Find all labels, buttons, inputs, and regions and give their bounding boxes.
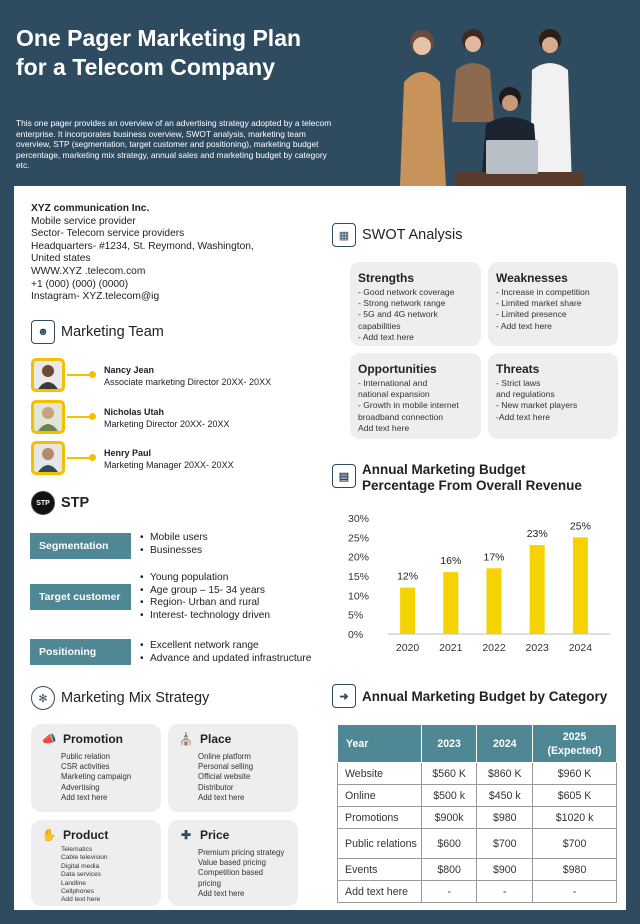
data-label: 17%: [483, 551, 505, 564]
list-item: Cellphones: [61, 888, 94, 896]
list-item: Competition based: [198, 868, 264, 878]
swot-strengths-card: [350, 262, 481, 346]
y-tick-label: 5%: [348, 609, 364, 622]
data-label: 12%: [397, 570, 419, 583]
data-label: 23%: [526, 528, 548, 541]
positioning-list: [140, 640, 311, 665]
list-item: Landline: [61, 879, 86, 887]
list-item: pricing: [198, 878, 221, 888]
stp-label-positioning: Positioning: [30, 639, 131, 665]
column-header: 2025 (Expected): [533, 725, 617, 763]
list-item: - Growth in mobile internet: [358, 400, 459, 411]
list-item: • Businesses: [140, 545, 208, 558]
list-item: and regulations: [496, 389, 555, 400]
plus-cross-icon: ✚: [180, 828, 192, 842]
swot-heading: [332, 223, 462, 247]
list-item: Add text here: [61, 792, 108, 802]
list-item: Personal selling: [198, 762, 254, 772]
table-cell: -: [533, 881, 617, 903]
x-tick-label: 2020: [395, 642, 420, 654]
stop-sign-icon: STP: [31, 491, 55, 515]
connector-dot: [89, 454, 96, 461]
promotion-list: [61, 752, 131, 803]
budget-chart-heading: [332, 462, 612, 494]
marketing-team-heading: [31, 320, 164, 344]
member-name: Henry Paul: [104, 448, 152, 458]
member-name: Nancy Jean: [104, 365, 155, 375]
grid-icon: ▦: [332, 223, 356, 247]
list-item: - New market players: [496, 400, 578, 411]
team-member: [31, 358, 331, 392]
list-item: • Mobile users: [140, 532, 208, 545]
table-cell: $980: [477, 807, 533, 829]
place-list: [198, 752, 253, 803]
column-header: 2023: [421, 725, 477, 763]
budget-table-title: Annual Marketing Budget by Category: [362, 688, 608, 704]
price-header: [178, 827, 229, 843]
company-info: [31, 203, 331, 304]
team-icon: ☻: [31, 320, 55, 344]
table-cell: Public relations: [338, 829, 422, 859]
y-tick-label: 25%: [348, 532, 370, 545]
list-item: - Good network coverage: [358, 287, 455, 297]
list-item: Add text here: [61, 896, 101, 904]
table-cell: $800: [421, 859, 477, 881]
chart-bar: [573, 537, 588, 634]
mix-promotion-card: [31, 724, 161, 812]
opportunities-list: [358, 378, 459, 434]
threats-title: Threats: [496, 362, 540, 376]
avatar: [31, 400, 65, 434]
swot-threats-card: [488, 353, 618, 439]
chart-bar: [530, 545, 545, 634]
promotion-title: Promotion: [63, 732, 123, 746]
target-customer-list: [140, 572, 270, 622]
header-banner: [0, 0, 640, 186]
company-name: XYZ communication Inc.: [31, 203, 150, 214]
list-item: -Add text here: [496, 411, 550, 422]
threats-list: [496, 378, 577, 423]
table-cell: $860 K: [477, 763, 533, 785]
content-panel: [14, 186, 626, 910]
y-tick-label: 10%: [348, 590, 370, 603]
team-member: [31, 400, 331, 434]
list-item: Public relation: [61, 752, 110, 761]
document-arrow-icon: ➜: [332, 684, 356, 708]
strengths-title: Strengths: [358, 271, 415, 285]
chart-bar: [400, 588, 415, 634]
mix-price-card: [168, 820, 298, 906]
budget-table-heading: [332, 684, 607, 708]
intro-text: This one pager provides an overview of an advertising strategy adopted by a telecom enterprise. It incorporates business overview, SWOT analysis, marketing team overview, STP (segmentation, target customer and positioning), marketing budget percentage, marketing mix strategy, annual sales and marketing budget by category etc.: [16, 118, 332, 171]
list-item: broadband connection: [358, 411, 444, 422]
table-cell: -: [421, 881, 477, 903]
column-header: 2024: [477, 725, 533, 763]
document-chart-icon: ▤: [332, 464, 356, 488]
page-title: One Pager Marketing Plan for a Telecom Company: [16, 25, 302, 80]
marketing-team-title: Marketing Team: [61, 324, 164, 340]
y-tick-label: 0%: [348, 629, 364, 641]
list-item: • Age group – 15- 34 years: [140, 585, 270, 598]
company-line: Headquarters- #1234, St. Reymond, Washington,: [31, 240, 254, 252]
table-cell: -: [477, 881, 533, 903]
place-header: [178, 731, 231, 747]
budget-percentage-chart: [346, 508, 614, 668]
marketing-mix-heading: [31, 686, 209, 710]
price-title: Price: [200, 828, 230, 842]
member-name: Nicholas Utah: [104, 407, 165, 417]
mix-place-card: [168, 724, 298, 812]
network-icon: ✻: [31, 686, 55, 710]
marketing-mix-title: Marketing Mix Strategy: [61, 690, 210, 706]
company-website: WWW.XYZ .telecom.com: [31, 265, 146, 277]
column-header: Year: [338, 725, 422, 763]
company-line: United states: [31, 253, 91, 265]
connector-dot: [89, 371, 96, 378]
list-item: Cable television: [61, 854, 108, 862]
list-item: Telematics: [61, 846, 93, 853]
table-cell: $450 k: [477, 785, 533, 807]
table-row: [338, 785, 617, 807]
table-cell: Add text here: [338, 881, 422, 903]
list-item: • Young population: [140, 572, 270, 585]
list-item: Online platform: [198, 752, 251, 761]
table-cell: $600: [421, 829, 477, 859]
table-row: [338, 859, 617, 881]
member-role: Associate marketing Director 20XX- 20XX: [104, 377, 272, 387]
place-title: Place: [200, 732, 232, 746]
list-item: - Increase in competition: [496, 287, 590, 297]
list-item: Distributor: [198, 782, 234, 792]
x-tick-label: 2021: [439, 642, 463, 654]
budget-table: [337, 724, 617, 903]
price-list: [198, 848, 284, 899]
list-item: • Interest- technology driven: [140, 610, 270, 623]
table-row: [338, 829, 617, 859]
table-cell: $900: [477, 859, 533, 881]
table-row: [338, 807, 617, 829]
table-cell: $500 k: [421, 785, 477, 807]
table-cell: Website: [338, 763, 422, 785]
list-item: - Limited presence: [496, 309, 567, 320]
y-tick-label: 20%: [348, 551, 370, 564]
x-tick-label: 2022: [482, 642, 506, 654]
table-cell: $700: [477, 829, 533, 859]
company-line: Sector- Telecom service providers: [31, 228, 185, 240]
hand-box-icon: ✋: [41, 828, 57, 842]
stp-title: STP: [61, 495, 90, 511]
avatar: [31, 358, 65, 392]
table-cell: $900k: [421, 807, 477, 829]
company-line: Mobile service provider: [31, 215, 136, 227]
list-item: - Add text here: [358, 331, 414, 342]
list-item: - Limited market share: [496, 298, 582, 309]
member-role: Marketing Manager 20XX- 20XX: [104, 460, 234, 470]
connector-dot: [89, 413, 96, 420]
list-item: - Strong network range: [358, 298, 446, 309]
connector-line: [67, 457, 91, 459]
list-item: Premium pricing strategy: [198, 848, 285, 857]
list-item: - Add text here: [496, 320, 552, 331]
table-row: [338, 881, 617, 903]
table-cell: $1020 k: [533, 807, 617, 829]
list-item: - Strict laws: [496, 378, 541, 388]
swot-opportunities-card: [350, 353, 481, 439]
table-cell: $560 K: [421, 763, 477, 785]
weaknesses-title: Weaknesses: [496, 271, 568, 285]
connector-line: [67, 374, 91, 376]
chart-bar: [487, 568, 502, 634]
list-item: • Region- Urban and rural: [140, 597, 270, 610]
megaphone-icon: 📣: [41, 732, 57, 746]
list-item: Value based pricing: [198, 858, 266, 868]
strengths-list: [358, 287, 455, 343]
data-label: 25%: [569, 520, 591, 533]
budget-chart-title: Annual Marketing Budget Percentage From Overall Revenue: [362, 462, 582, 493]
stp-label-segmentation: Segmentation: [30, 533, 131, 559]
chart-bar: [443, 572, 458, 634]
company-instagram: Instagram- XYZ.telecom@ig: [31, 291, 160, 303]
stp-heading: [31, 491, 89, 515]
list-item: Add text here: [198, 792, 245, 802]
list-item: Add text here: [358, 422, 410, 433]
table-cell: $980: [533, 859, 617, 881]
list-item: - International and: [358, 378, 428, 388]
list-item: Official website: [198, 772, 251, 782]
team-photo: [370, 22, 610, 186]
table-cell: Online: [338, 785, 422, 807]
opportunities-title: Opportunities: [358, 362, 437, 376]
table-cell: $700: [533, 829, 617, 859]
member-role: Marketing Director 20XX- 20XX: [104, 419, 230, 429]
list-item: • Excellent network range: [140, 640, 311, 653]
product-header: [41, 827, 108, 843]
y-tick-label: 30%: [348, 513, 370, 525]
y-tick-label: 15%: [348, 571, 370, 583]
x-tick-label: 2023: [525, 642, 549, 654]
table-row: [338, 763, 617, 785]
list-item: CSR activities: [61, 762, 110, 772]
connector-line: [67, 416, 91, 418]
building-icon: ⛪: [178, 732, 194, 746]
table-cell: $960 K: [533, 763, 617, 785]
segmentation-list: [140, 532, 208, 557]
table-cell: Events: [338, 859, 422, 881]
product-title: Product: [63, 828, 109, 842]
list-item: Digital media: [61, 862, 100, 870]
list-item: • Advance and updated infrastructure: [140, 653, 311, 666]
list-item: Marketing campaign: [61, 772, 132, 782]
table-cell: Promotions: [338, 807, 422, 829]
x-tick-label: 2024: [568, 642, 593, 654]
swot-title: SWOT Analysis: [362, 227, 463, 243]
list-item: Add text here: [198, 888, 245, 898]
avatar: [31, 441, 65, 475]
list-item: capabilities: [358, 320, 401, 331]
weaknesses-list: [496, 287, 590, 332]
list-item: - 5G and 4G network: [358, 309, 438, 320]
company-phone: +1 (000) (000) (0000): [31, 278, 129, 290]
list-item: national expansion: [358, 389, 430, 400]
list-item: Data services: [61, 871, 101, 879]
promotion-header: [41, 731, 123, 747]
product-list: [61, 846, 108, 905]
team-member: [31, 441, 331, 475]
table-header-row: [338, 725, 617, 763]
stp-label-target-customer: Target customer: [30, 584, 131, 610]
mix-product-card: [31, 820, 161, 906]
data-label: 16%: [440, 555, 462, 568]
swot-weaknesses-card: [488, 262, 618, 346]
list-item: Advertising: [61, 782, 100, 792]
table-cell: $605 K: [533, 785, 617, 807]
